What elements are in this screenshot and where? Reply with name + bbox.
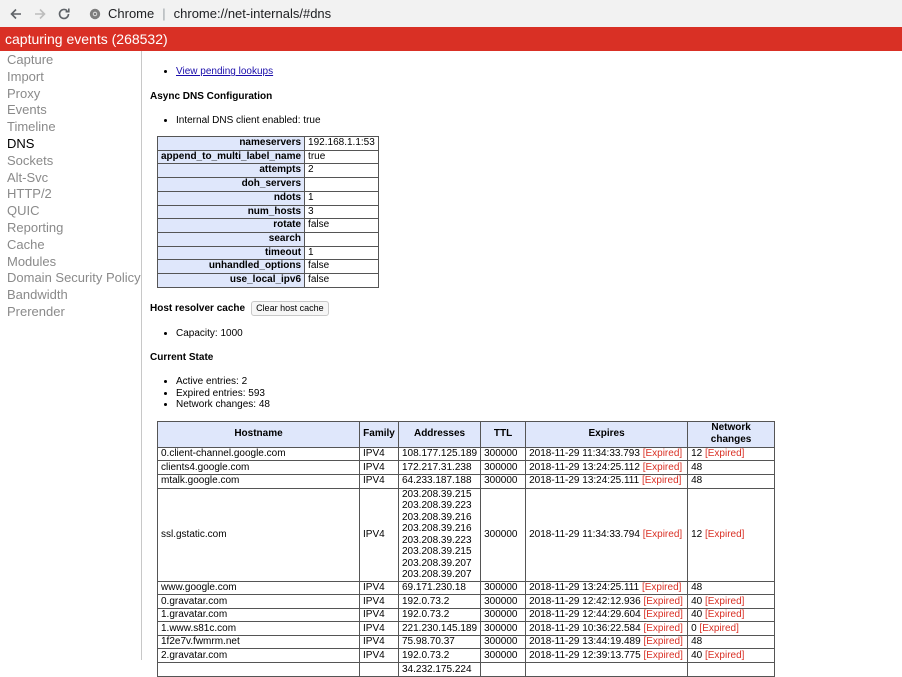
address-line: 203.208.39.223	[402, 500, 472, 512]
expired-tag: [Expired]	[704, 595, 745, 607]
address-line: 203.208.39.223	[402, 534, 472, 546]
table-row	[158, 595, 775, 609]
cell	[360, 461, 399, 475]
ttl-cell: 300000	[484, 582, 518, 594]
cell	[158, 635, 360, 649]
cell	[481, 581, 526, 595]
cell	[360, 447, 399, 461]
expired-tag: [Expired]	[643, 636, 683, 648]
expires-cell: 2018-11-29 11:34:33.794	[529, 528, 640, 540]
ttl-cell: 300000	[484, 650, 518, 662]
config-key: use_local_ipv6	[158, 274, 305, 288]
expired-tag: [Expired]	[704, 609, 745, 621]
cell	[360, 474, 399, 488]
expired-tag: [Expired]	[643, 622, 683, 634]
network-changes-cell: 48	[691, 475, 703, 487]
ttl-cell: 300000	[484, 595, 518, 607]
sidebar-item-modules[interactable]: Modules	[7, 253, 57, 269]
cell	[399, 649, 481, 663]
state-list	[150, 376, 895, 411]
expired-tag: [Expired]	[704, 448, 745, 460]
hostname-cell: 0.gravatar.com	[161, 595, 228, 607]
list-item	[176, 66, 895, 78]
cell	[526, 635, 688, 649]
expired-tag: [Expired]	[643, 650, 683, 662]
config-value: true	[305, 150, 379, 164]
cell	[360, 622, 399, 636]
omnibox-separator: |	[162, 6, 166, 21]
site-name: Chrome	[108, 6, 155, 21]
expires-cell: 2018-11-29 12:39:13.775	[529, 650, 641, 662]
cell	[481, 461, 526, 475]
expires-cell: 2018-11-29 13:44:19.489	[529, 636, 641, 648]
cell	[481, 474, 526, 488]
cell	[360, 581, 399, 595]
browser-toolbar	[0, 0, 902, 27]
ttl-cell: 300000	[484, 448, 518, 460]
cell	[158, 581, 360, 595]
sidebar-item-bandwidth[interactable]: Bandwidth	[7, 287, 68, 303]
table-row	[158, 461, 775, 475]
host-cache-heading: Host resolver cache	[150, 302, 246, 314]
table-row	[158, 488, 775, 581]
cell	[526, 447, 688, 461]
network-changes-cell: 12	[691, 448, 703, 460]
expired-tag: [Expired]	[704, 528, 745, 540]
cell	[688, 595, 775, 609]
cell	[688, 663, 775, 677]
table-row	[158, 649, 775, 663]
reload-icon[interactable]	[52, 3, 76, 25]
config-row	[158, 232, 379, 246]
expires-cell: 2018-11-29 13:24:25.111	[529, 475, 640, 487]
network-changes-cell: 40	[691, 650, 703, 662]
config-value: false	[305, 219, 379, 233]
expires-cell: 2018-11-29 12:42:12.936	[529, 595, 641, 607]
network-changes-cell: 48	[691, 582, 703, 594]
host-cache-table	[157, 421, 775, 677]
ttl-cell: 300000	[484, 636, 518, 648]
cell	[526, 649, 688, 663]
family-cell: IPV4	[363, 650, 385, 662]
hostname-cell: 1f2e7v.fwmrm.net	[161, 636, 240, 648]
ttl-cell: 300000	[484, 461, 518, 473]
sidebar	[0, 51, 142, 660]
cell	[481, 488, 526, 581]
network-changes-cell: 40	[691, 609, 703, 621]
config-value: 2	[305, 164, 379, 178]
sidebar-item-capture[interactable]: Capture	[7, 52, 54, 67]
sidebar-item-dns[interactable]: DNS	[7, 135, 35, 151]
hostname-cell: 1.gravatar.com	[161, 609, 228, 621]
cell	[399, 447, 481, 461]
address-line: 108.177.125.189	[402, 448, 478, 460]
config-row	[158, 137, 379, 151]
dns-config-table	[157, 136, 379, 288]
address-line: 203.208.39.207	[402, 557, 472, 569]
address-line: 75.98.70.37	[402, 636, 455, 648]
cell	[688, 581, 775, 595]
config-key: timeout	[158, 246, 305, 260]
address-line: 203.208.39.215	[402, 488, 472, 500]
cell	[399, 595, 481, 609]
config-value: 1	[305, 246, 379, 260]
config-key: search	[158, 232, 305, 246]
cell	[360, 595, 399, 609]
cell	[399, 581, 481, 595]
cell	[399, 488, 481, 581]
address-line: 203.208.39.215	[402, 546, 472, 558]
cell	[158, 488, 360, 581]
state-item: • Expired entries: 593	[176, 388, 895, 400]
network-changes-cell: 48	[691, 636, 703, 648]
cell	[360, 488, 399, 581]
cell	[526, 581, 688, 595]
url-text[interactable]: chrome://net-internals/#dns	[173, 6, 332, 21]
config-value: 1	[305, 191, 379, 205]
config-row	[158, 246, 379, 260]
cell	[399, 461, 481, 475]
address-line: 221.230.145.189	[402, 622, 478, 634]
config-row	[158, 178, 379, 192]
address-line: 203.208.39.207	[402, 569, 472, 581]
cell	[399, 474, 481, 488]
expired-tag: [Expired]	[642, 528, 683, 540]
network-changes-cell: 0	[691, 622, 697, 634]
capture-status-bar: capturing events (268532)	[0, 27, 902, 51]
capacity-list	[150, 328, 895, 340]
expires-cell: 2018-11-29 11:34:33.793	[529, 448, 640, 460]
internal-dns-status: • Internal DNS client enabled: true	[176, 115, 895, 127]
expired-tag: [Expired]	[643, 595, 683, 607]
config-value	[305, 232, 379, 246]
cell	[399, 635, 481, 649]
address-line: 34.232.175.224	[402, 663, 472, 675]
cell	[158, 474, 360, 488]
config-row	[158, 164, 379, 178]
table-row	[158, 635, 775, 649]
cell	[481, 635, 526, 649]
cell	[360, 649, 399, 663]
config-key: doh_servers	[158, 178, 305, 192]
ttl-cell: 300000	[484, 528, 518, 540]
column-header: Addresses	[399, 421, 481, 447]
sidebar-item-http-2[interactable]: HTTP/2	[7, 186, 52, 202]
config-key: rotate	[158, 219, 305, 233]
cell	[360, 663, 399, 677]
expired-tag: [Expired]	[643, 609, 683, 621]
host-cache-section	[150, 301, 895, 316]
hostname-cell: www.google.com	[161, 582, 237, 594]
cell	[360, 635, 399, 649]
expired-tag: [Expired]	[642, 461, 683, 473]
column-header: Family	[360, 421, 399, 447]
address-line: 64.233.187.188	[402, 475, 472, 487]
expired-tag: [Expired]	[641, 475, 682, 487]
cell	[481, 595, 526, 609]
cell	[526, 622, 688, 636]
sidebar-item-prerender[interactable]: Prerender	[7, 303, 65, 319]
address-line: 192.0.73.2	[402, 650, 450, 662]
config-row	[158, 274, 379, 288]
table-row	[158, 622, 775, 636]
expires-cell: 2018-11-29 13:24:25.111	[529, 582, 640, 594]
cell	[526, 474, 688, 488]
sidebar-item-events[interactable]: Events	[7, 102, 47, 118]
family-cell: IPV4	[363, 595, 385, 607]
cell	[481, 447, 526, 461]
hostname-cell: ssl.gstatic.com	[161, 528, 227, 540]
cell	[158, 663, 360, 677]
table-row	[158, 663, 775, 677]
omnibox[interactable]	[88, 6, 331, 21]
network-changes-cell: 40	[691, 595, 703, 607]
cell	[399, 663, 481, 677]
back-arrow-icon[interactable]	[4, 3, 28, 25]
pending-list	[150, 66, 895, 78]
cell	[688, 488, 775, 581]
sidebar-item-import[interactable]: Import	[7, 68, 44, 84]
config-key: ndots	[158, 191, 305, 205]
view-pending-lookups-link[interactable]: View pending lookups	[176, 66, 274, 77]
cell	[688, 635, 775, 649]
cell	[526, 608, 688, 622]
cell	[526, 488, 688, 581]
network-changes-cell: 12	[691, 528, 703, 540]
table-row	[158, 608, 775, 622]
column-header: Hostname	[158, 421, 360, 447]
cell	[526, 461, 688, 475]
forward-arrow-icon[interactable]	[28, 3, 52, 25]
expired-tag: [Expired]	[704, 650, 745, 662]
table-row	[158, 447, 775, 461]
state-item: • Active entries: 2	[176, 376, 895, 388]
expired-tag: [Expired]	[642, 448, 683, 460]
address-line: 172.217.31.238	[402, 461, 472, 473]
capacity-text: • Capacity: 1000	[176, 328, 895, 340]
address-line: 203.208.39.216	[402, 523, 472, 535]
cell	[481, 608, 526, 622]
internal-dns-list	[150, 115, 895, 127]
config-key: num_hosts	[158, 205, 305, 219]
config-row	[158, 219, 379, 233]
chrome-site-icon	[88, 7, 102, 21]
expires-cell: 2018-11-29 12:44:29.604	[529, 609, 641, 621]
cell	[688, 474, 775, 488]
cell	[688, 608, 775, 622]
sidebar-item-cache[interactable]: Cache	[7, 236, 45, 252]
table-row	[158, 474, 775, 488]
cell	[158, 622, 360, 636]
cell	[158, 461, 360, 475]
family-cell: IPV4	[363, 528, 385, 540]
cell	[158, 595, 360, 609]
config-row	[158, 150, 379, 164]
address-line: 192.0.73.2	[402, 595, 450, 607]
cell	[688, 649, 775, 663]
cell	[158, 649, 360, 663]
config-row	[158, 205, 379, 219]
config-value: 192.168.1.1:53	[305, 137, 379, 151]
family-cell: IPV4	[363, 475, 385, 487]
expires-cell: 2018-11-29 13:24:25.112	[529, 461, 640, 473]
cell	[399, 622, 481, 636]
config-value: false	[305, 260, 379, 274]
hostname-cell: mtalk.google.com	[161, 475, 240, 487]
column-header: TTL	[481, 421, 526, 447]
family-cell: IPV4	[363, 448, 385, 460]
ttl-cell: 300000	[484, 609, 518, 621]
config-row	[158, 260, 379, 274]
cell	[158, 608, 360, 622]
config-key: append_to_multi_label_name	[158, 150, 305, 164]
network-changes-cell: 48	[691, 461, 703, 473]
sidebar-item-alt-svc[interactable]: Alt-Svc	[7, 169, 49, 185]
cell	[688, 461, 775, 475]
sidebar-item-reporting[interactable]: Reporting	[7, 219, 64, 235]
clear-host-cache-button[interactable]: Clear host cache	[251, 301, 329, 316]
cell	[688, 447, 775, 461]
cell	[158, 447, 360, 461]
family-cell: IPV4	[363, 622, 385, 634]
sidebar-item-domain-security-policy[interactable]: Domain Security Policy	[7, 270, 141, 286]
expired-tag: [Expired]	[641, 582, 682, 594]
config-key: nameservers	[158, 137, 305, 151]
family-cell: IPV4	[363, 461, 385, 473]
hostname-cell: 0.client-channel.google.com	[161, 448, 286, 460]
cell	[360, 608, 399, 622]
family-cell: IPV4	[363, 582, 385, 594]
config-key: attempts	[158, 164, 305, 178]
sidebar-item-timeline[interactable]: Timeline	[7, 119, 56, 135]
column-header: Network changes	[688, 421, 775, 447]
config-value: 3	[305, 205, 379, 219]
table-row	[158, 581, 775, 595]
sidebar-item-quic[interactable]: QUIC	[7, 203, 40, 219]
hostname-cell: 2.gravatar.com	[161, 650, 228, 662]
config-row	[158, 191, 379, 205]
hostname-cell: 1.www.s81c.com	[161, 622, 237, 634]
state-item: • Network changes: 48	[176, 399, 895, 411]
config-key: unhandled_options	[158, 260, 305, 274]
sidebar-item-proxy[interactable]: Proxy	[7, 85, 41, 101]
address-line: 69.171.230.18	[402, 582, 466, 594]
cell	[481, 649, 526, 663]
async-dns-heading: Async DNS Configuration	[150, 90, 273, 102]
config-value: false	[305, 274, 379, 288]
column-header: Expires	[526, 421, 688, 447]
expired-tag: [Expired]	[699, 622, 739, 634]
cell	[526, 595, 688, 609]
cell	[481, 663, 526, 677]
cell	[481, 622, 526, 636]
dns-content	[150, 51, 895, 675]
address-line: 192.0.73.2	[402, 609, 450, 621]
cell	[688, 622, 775, 636]
sidebar-item-sockets[interactable]: Sockets	[7, 152, 54, 168]
address-line: 203.208.39.216	[402, 511, 472, 523]
family-cell: IPV4	[363, 636, 385, 648]
cell	[399, 608, 481, 622]
ttl-cell: 300000	[484, 475, 518, 487]
family-cell: IPV4	[363, 609, 385, 621]
ttl-cell: 300000	[484, 622, 518, 634]
hostname-cell: clients4.google.com	[161, 461, 250, 473]
current-state-heading: Current State	[150, 352, 214, 364]
config-value	[305, 178, 379, 192]
cell	[526, 663, 688, 677]
expires-cell: 2018-11-29 10:36:22.584	[529, 622, 641, 634]
